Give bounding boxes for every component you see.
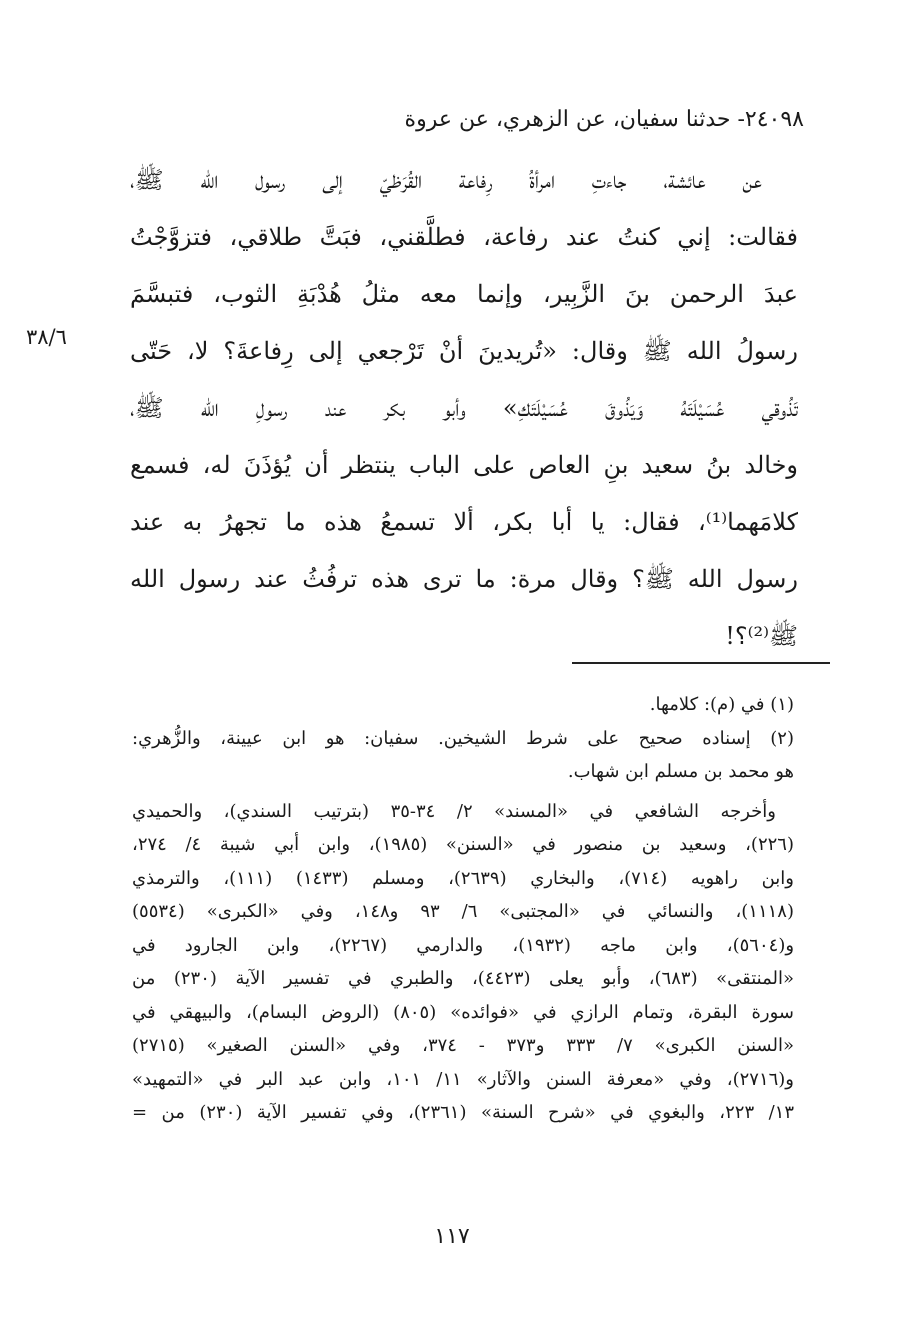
hadith-heading: ٢٤٠٩٨- حدثنا سفيان، عن الزهري، عن عروة xyxy=(404,107,804,132)
footnote-line: (٢) إسناده صحيح على شرط الشيخين. سفيان: هو ابن عيينة، والزُّهري: xyxy=(132,727,794,749)
footnote-line: و(٥٦٠٤)، وابن ماجه (١٩٣٢)، والدارمي (٢٢٦٧)، وابن الجارود في xyxy=(132,934,794,956)
hadith-line: رسولُ الله ﷺ وقال: «تُريدينَ أنْ تَرْجعي إلى رِفاعةَ؟ لا، حَتّى xyxy=(130,337,798,365)
hadith-line: كلامَهما⁽¹⁾، فقال: يا أبا بكر، ألا تسمعُ هذه ما تجهرُ به عند xyxy=(130,508,798,536)
footnote-line: هو محمد بن مسلم ابن شهاب. xyxy=(567,761,794,782)
footnote-line: (١١١٨)، والنسائي في «المجتبى» ٦/ ٩٣ و١٤٨، وفي «الكبرى» (٥٥٣٤) xyxy=(132,901,794,922)
hadith-text xyxy=(130,152,798,665)
footnote-line: «السنن الكبرى» ٧/ ٣٣٣ و٣٧٣ - ٣٧٤، وفي «السنن الصغير» (٢٧١٥) xyxy=(132,1035,794,1056)
hadith-line: عن عائشة، جاءتِ امرأةُ رِفاعة القُرَظيّ إلى رسول الله ﷺ، xyxy=(130,166,763,194)
margin-volume-page-reference: ٣٨/٦ xyxy=(26,325,67,349)
footnote-line: وابن راهويه (٧١٤)، والبخاري (٢٦٣٩)، ومسلم (١٤٣٣) (١١١)، والترمذي xyxy=(132,867,794,889)
hadith-line: رسول الله ﷺ؟ وقال مرة: ما ترى هذه ترفُثُ عند رسول الله xyxy=(130,565,798,593)
footnote-separator xyxy=(572,662,830,664)
footnote-line: «المنتقى» (٦٨٣)، وأبو يعلى (٤٤٢٣)، والطبري في تفسير الآية (٢٣٠) من xyxy=(132,968,794,989)
footnote-line: (١) في (م): كلامها. xyxy=(649,694,794,715)
footnote-line: (٢٢٦)، وسعيد بن منصور في «السنن» (١٩٨٥)، وابن أبي شيبة ٤/ ٢٧٤، xyxy=(132,834,794,855)
hadith-line: وخالد بنُ سعيد بنِ العاص على الباب ينتظر أن يُؤذَنَ له، فسمع xyxy=(130,451,798,479)
footnote-line: وأخرجه الشافعي في «المسند» ٢/ ٣٤-٣٥ (بترتيب السندي)، والحميدي xyxy=(132,800,776,822)
footnote-line: سورة البقرة، وتمام الرازي في «فوائده» (٨٠٥) (الروض البسام)، والبيهقي في xyxy=(132,1001,794,1023)
hadith-line: فقالت: إني كنتُ عند رفاعة، فطلَّقني، فبَتَّ طلاقي، فتزوَّجْتُ xyxy=(130,223,798,251)
footnote-line: ١٣/ ٢٢٣، والبغوي في «شرح السنة» (٢٣٦١)، وفي تفسير الآية (٢٣٠) من = xyxy=(132,1102,794,1123)
footnote-line: و(٢٧١٦)، وفي «معرفة السنن والآثار» ١١/ ١٠١، وابن عبد البر في «التمهيد» xyxy=(132,1068,794,1090)
hadith-line: تَذُوقي عُسَيْلَتَهُ وَيَذُوقَ عُسَيْلَتَكِ» وأبو بكر عند رسولِ الله ﷺ، xyxy=(130,394,798,422)
hadith-line: ﷺ⁽²⁾؟! xyxy=(725,622,798,650)
page-number: ١١٧ xyxy=(434,1224,470,1249)
footnotes xyxy=(132,688,794,1130)
hadith-line: عبدَ الرحمن بنَ الزَّبِير، وإنما معه مثلُ هُدْبَةِ الثوب، فتبسَّمَ xyxy=(130,280,798,308)
